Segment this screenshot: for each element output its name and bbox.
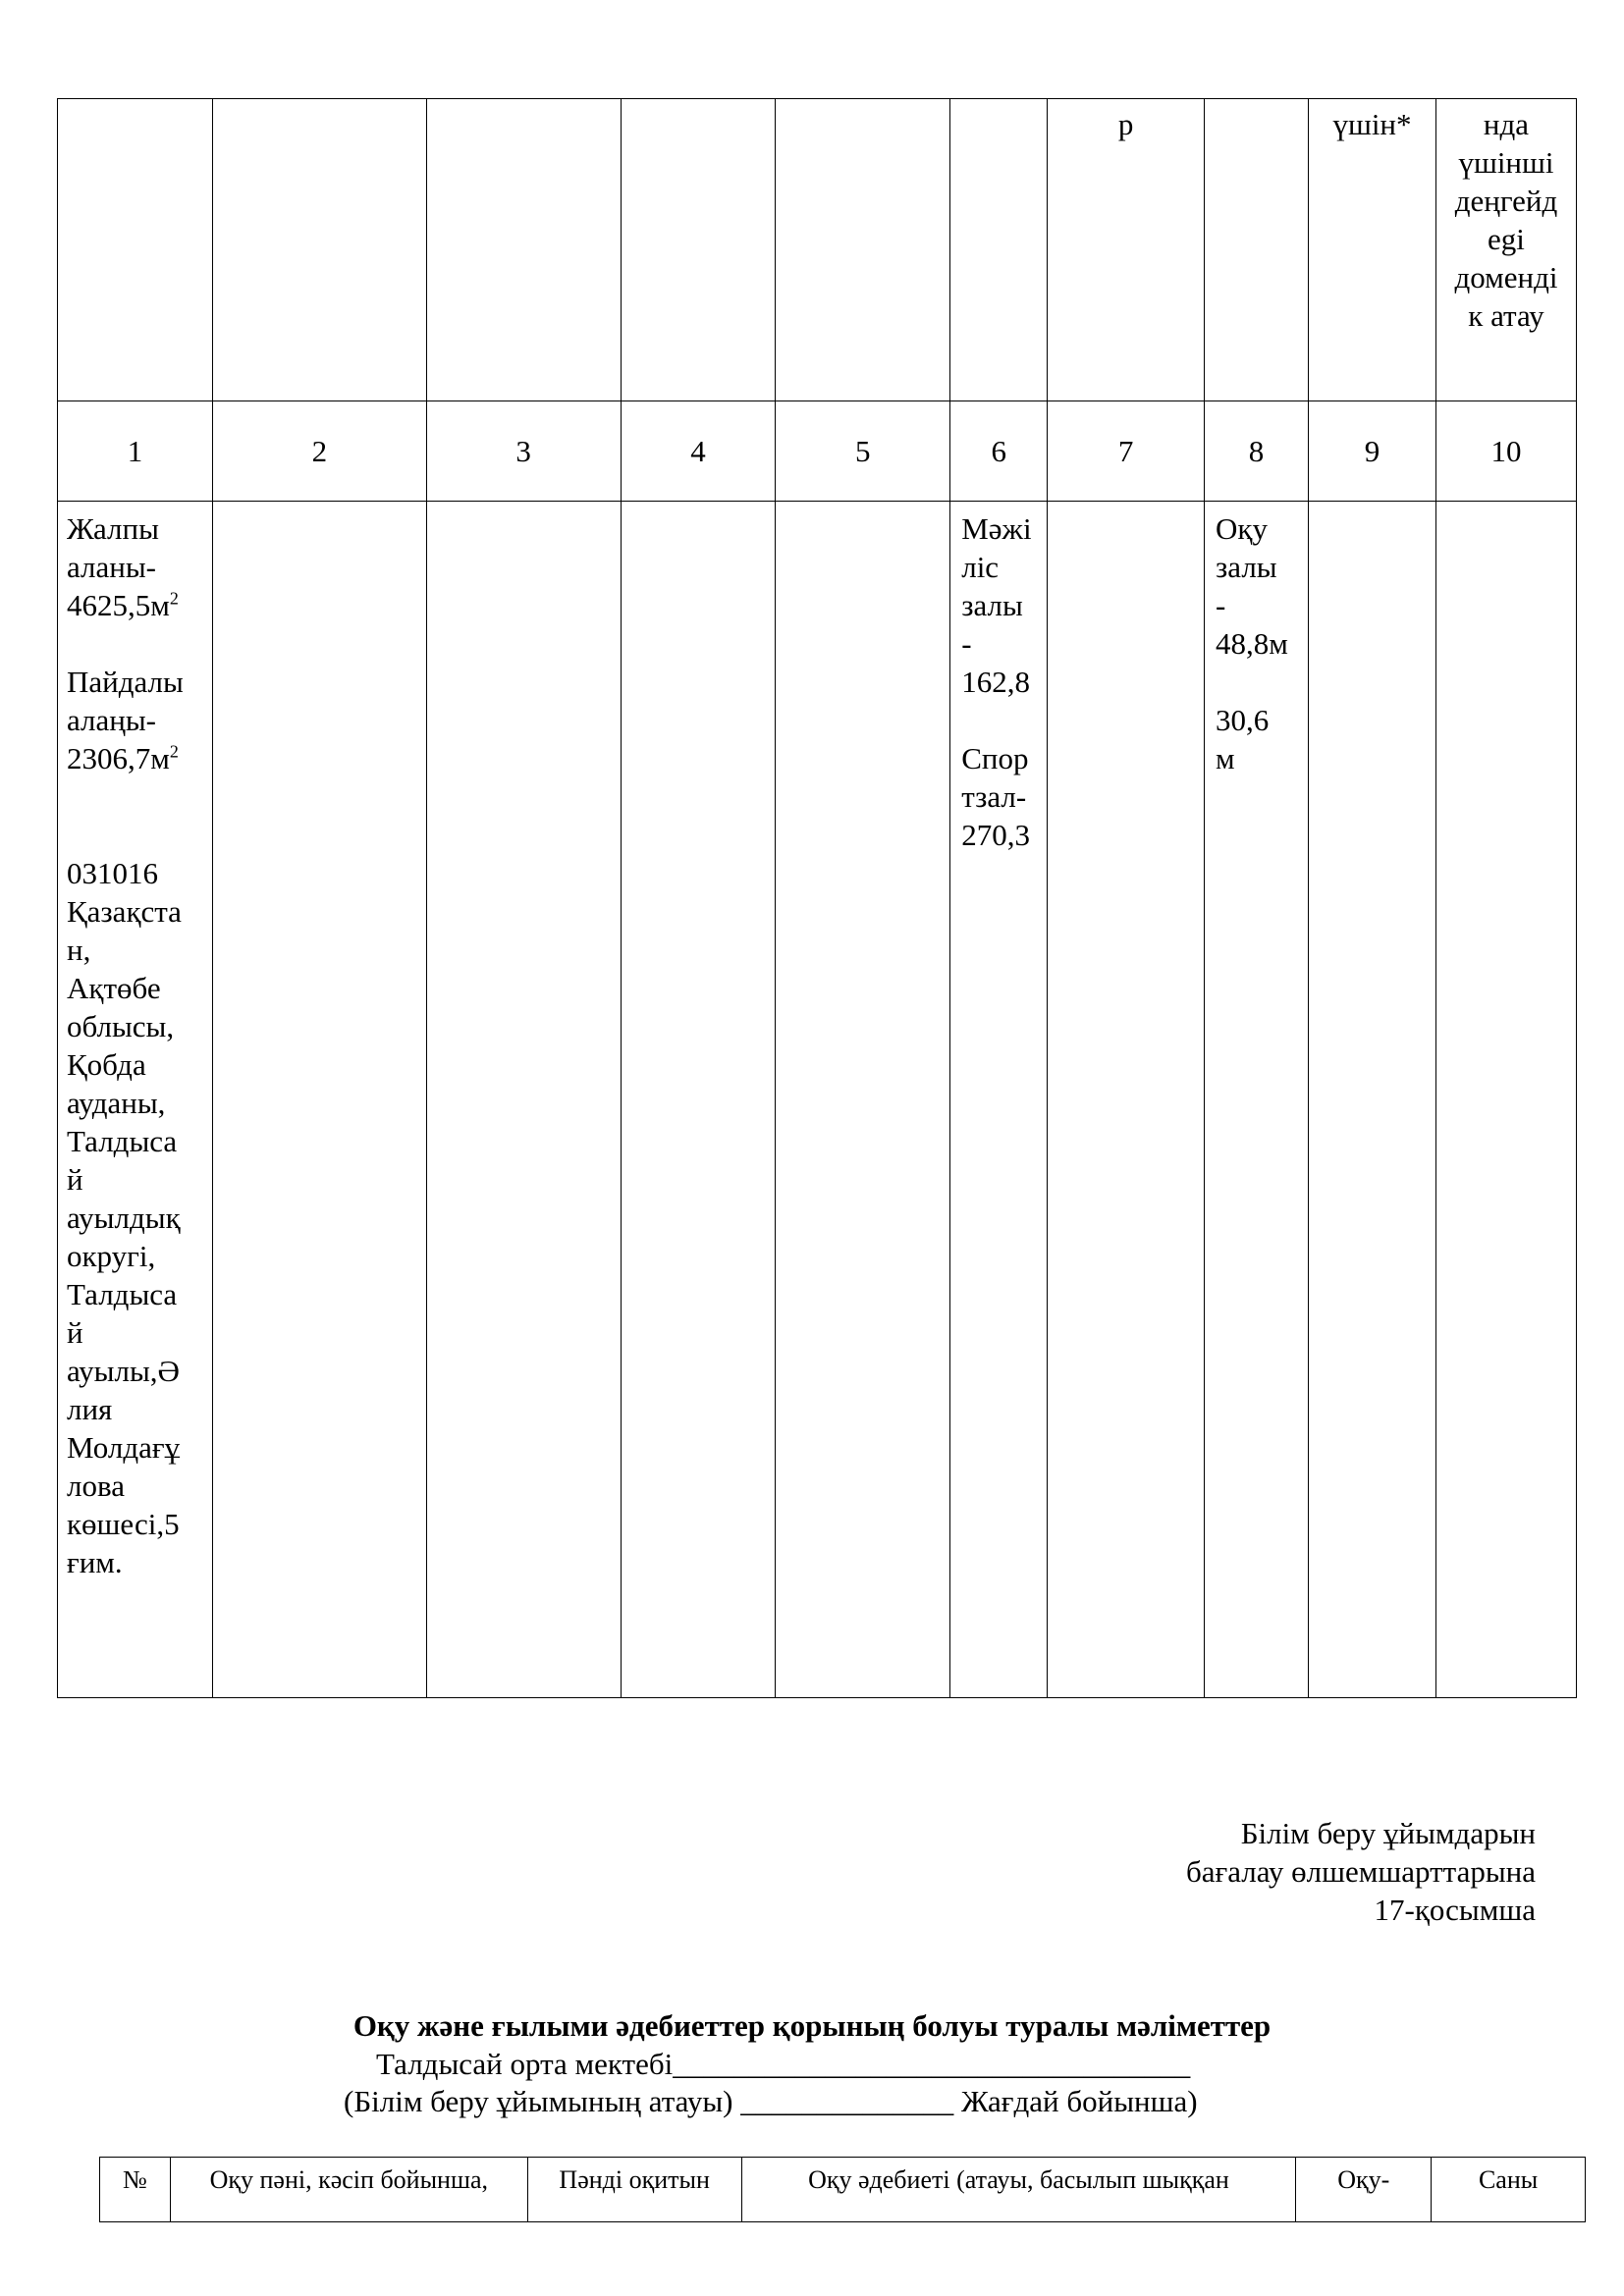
data-row (58, 502, 1577, 1698)
empty-cell (1309, 502, 1436, 1698)
header-cell-5 (776, 99, 950, 401)
header-cell-10: нда үшінші деңгейд egi доменді к атау (1435, 99, 1576, 401)
header-cell-8 (1205, 99, 1309, 401)
total-area: Жалпы аланы- $4625,5м^2$ (67, 511, 179, 622)
assembly-hall-area: Мәжі ліс залы - 162,8 (961, 511, 1032, 699)
column-number: 4 (621, 401, 776, 502)
area-address-cell (58, 502, 213, 1698)
table-header-cell: Оқу әдебиеті (атауы, басылып шыққан (741, 2158, 1296, 2222)
useful-area: Пайдалы алаңы- $2306,7м^2$ (67, 665, 184, 775)
column-number: 1 (58, 401, 213, 502)
table-header-cell: Оқу пәні, кәсіп бойынша, (170, 2158, 527, 2222)
column-number: 3 (426, 401, 621, 502)
header-row (58, 99, 1577, 401)
literature-table (99, 2157, 1586, 2222)
info-table (57, 98, 1577, 1698)
column-number: 7 (1048, 401, 1205, 502)
header-cell-4 (621, 99, 776, 401)
address: 031016 Қазақста н, Ақтөбе облысы, Қобда ауданы, Талдыса й ауылдық округі, Талдыса й ауылы,Ә лия Молдағұ лова көшесі,5 ғим. (67, 856, 182, 1579)
empty-cell (426, 502, 621, 1698)
table-header-cell: Оқу- (1296, 2158, 1432, 2222)
header-cell-7: р (1048, 99, 1205, 401)
table-header-cell: Саны (1432, 2158, 1586, 2222)
reading-hall-area: Оқу залы - 48,8м (1216, 511, 1288, 661)
literature-header-row (100, 2158, 1586, 2222)
empty-cell (621, 502, 776, 1698)
empty-cell (1048, 502, 1205, 1698)
column-number: 2 (212, 401, 426, 502)
document-title: Оқу және ғылыми әдебиеттер қорының болуы туралы мәліметтер (352, 2008, 1272, 2043)
annex-line: Білім беру ұйымдарын (1240, 1816, 1536, 1850)
header-cell-2 (212, 99, 426, 401)
organization-line: (Білім беру ұйымының атауы) ______________ Жағдай бойынша) (344, 2084, 1198, 2118)
annex-number: 17-қосымша (1374, 1893, 1536, 1927)
header-cell-9: үшін* (1309, 99, 1436, 401)
empty-cell (1435, 502, 1576, 1698)
reading-hall-cell (1205, 502, 1309, 1698)
additional-area: 30,6 м (1216, 703, 1270, 775)
column-numbers-row (58, 401, 1577, 502)
header-cell-6 (950, 99, 1048, 401)
table-header-cell: № (100, 2158, 171, 2222)
header-cell-3 (426, 99, 621, 401)
header-cell-1 (58, 99, 213, 401)
gym-area: Спор тзал- 270,3 (961, 741, 1030, 852)
empty-cell (776, 502, 950, 1698)
annex-note (1186, 1814, 1536, 1929)
column-number: 6 (950, 401, 1048, 502)
column-number: 5 (776, 401, 950, 502)
empty-cell (212, 502, 426, 1698)
annex-line: бағалау өлшемшарттарына (1185, 1854, 1536, 1889)
halls-cell (950, 502, 1048, 1698)
column-number: 10 (1435, 401, 1576, 502)
column-number: 8 (1205, 401, 1309, 502)
column-number: 9 (1309, 401, 1436, 502)
school-name-line: Талдысай орта мектебі__________________________________ (376, 2047, 1191, 2081)
table-header-cell: Пәнді оқитын (527, 2158, 741, 2222)
